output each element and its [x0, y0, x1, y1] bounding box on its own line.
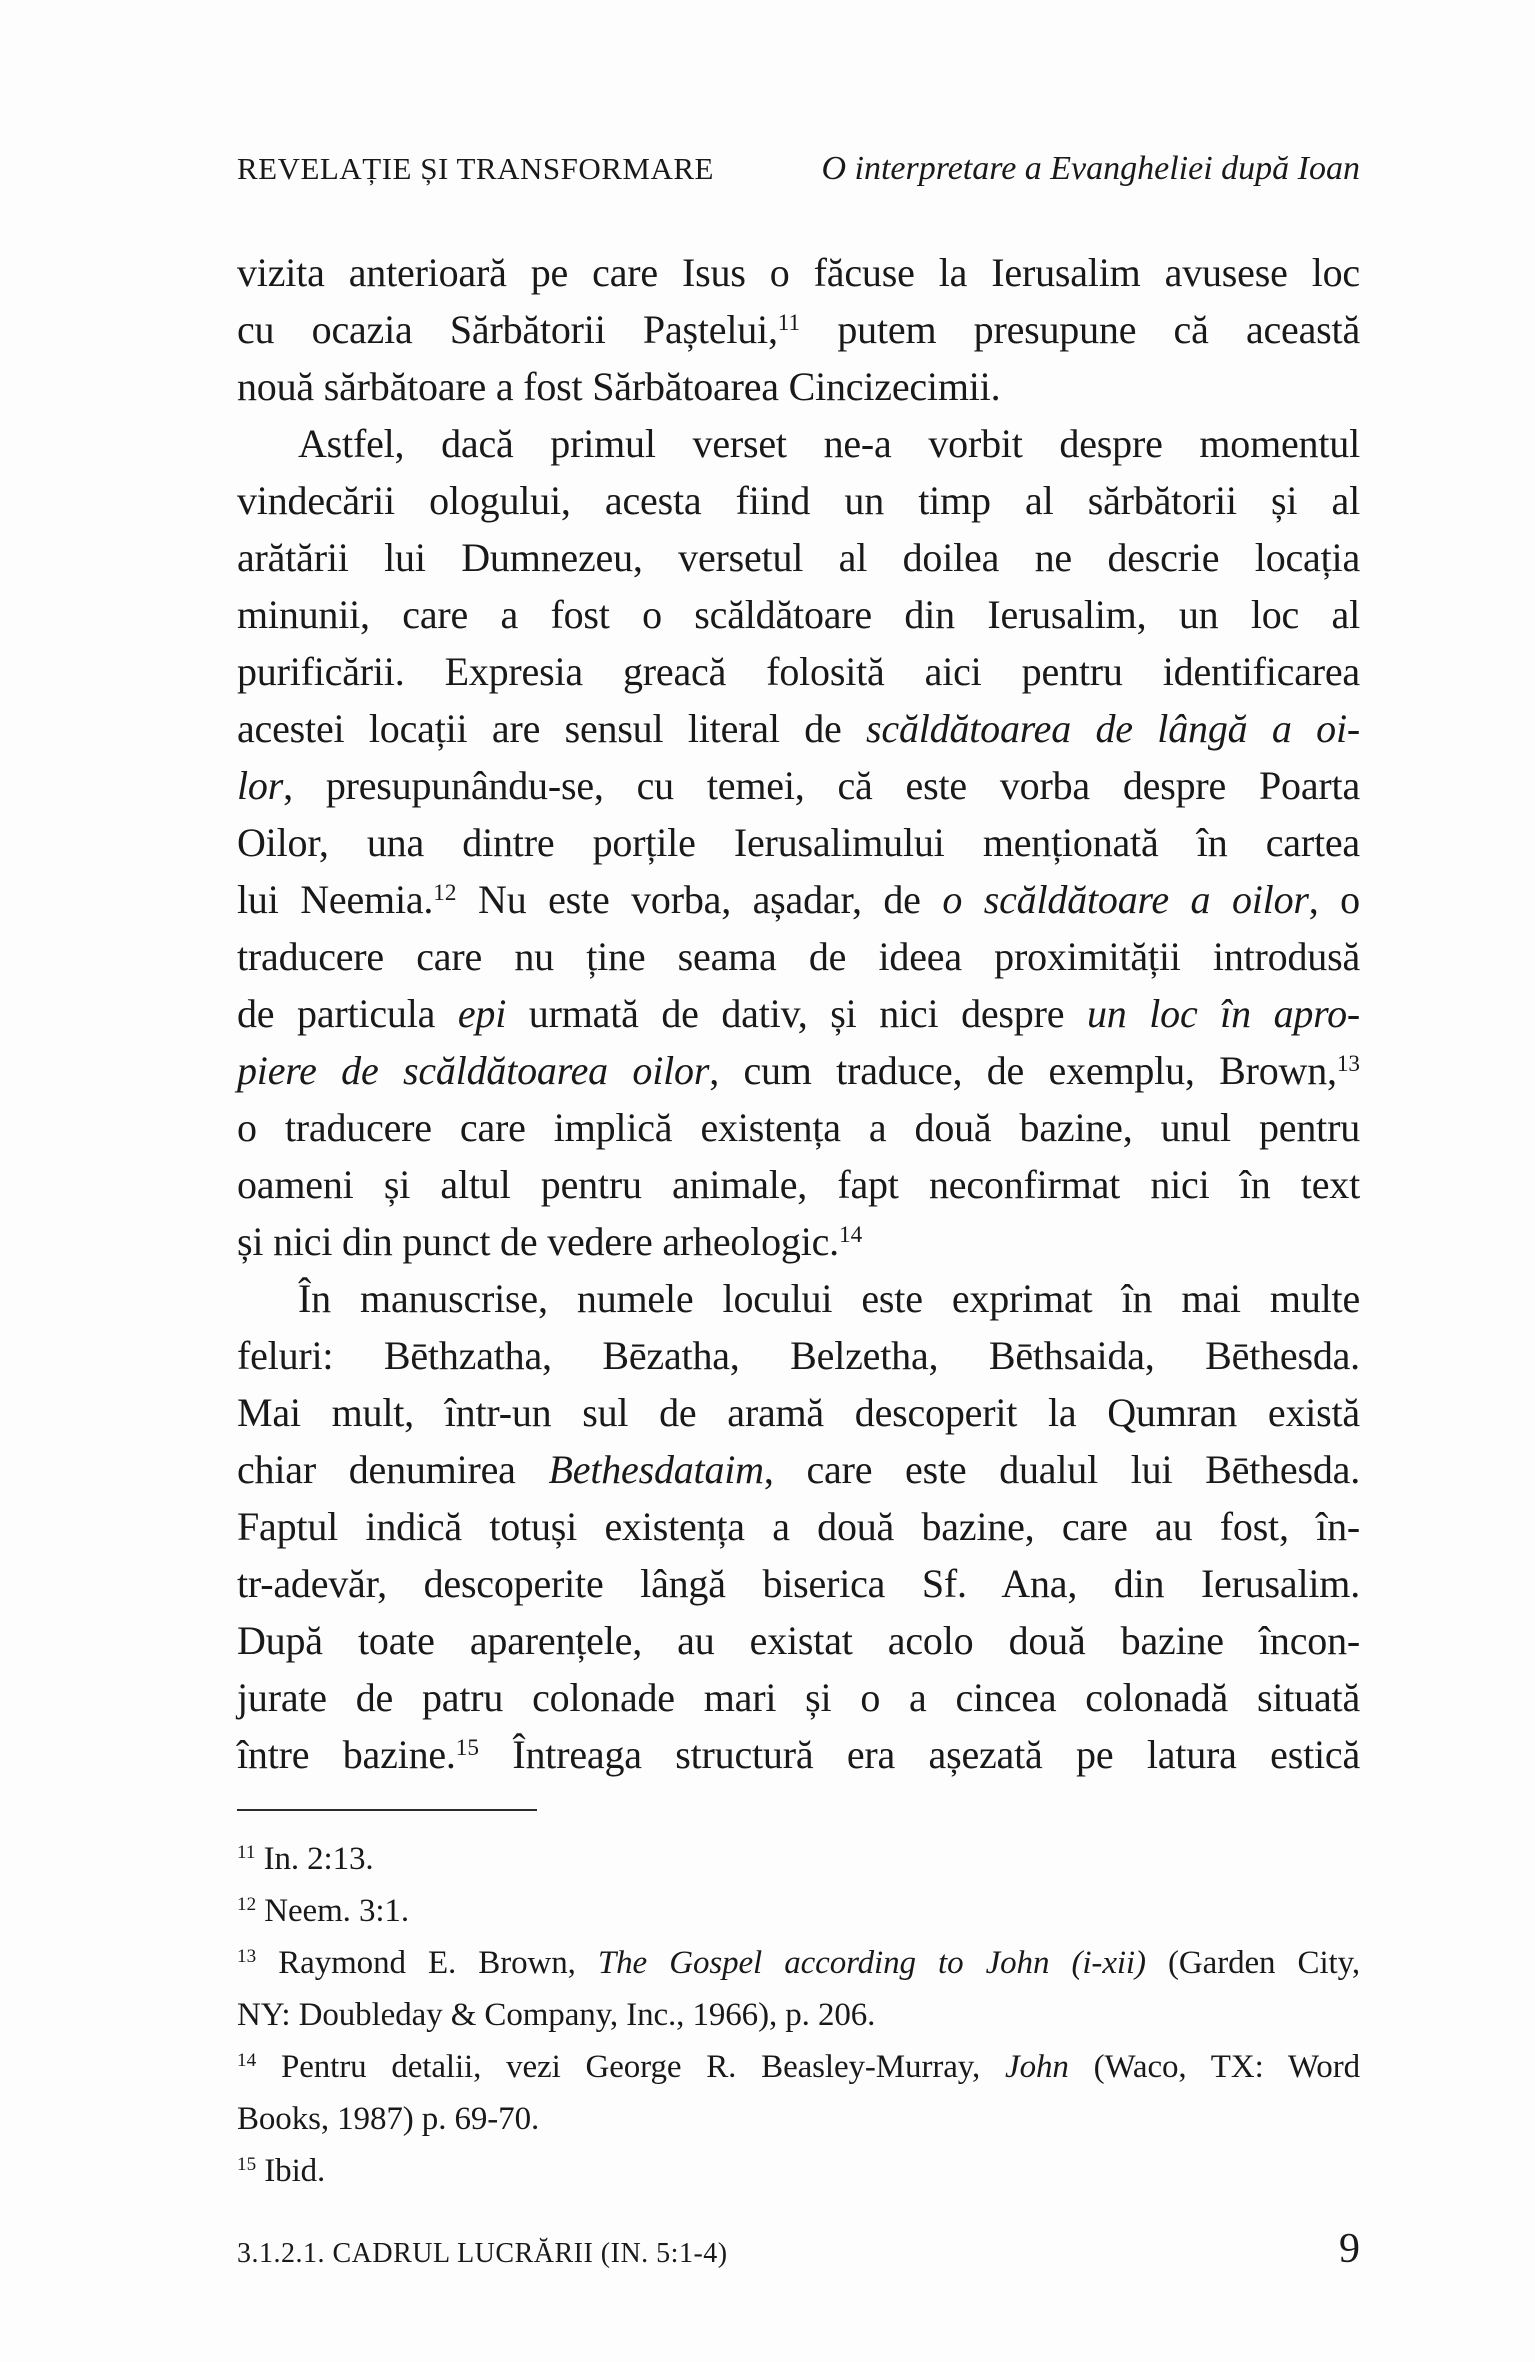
text-line: piere de scăldătoarea oilor, cum traduce, de exemplu, Brown,$^{13}$: [237, 1048, 1360, 1093]
text-line: Books, 1987) p. 69-70.: [237, 2101, 540, 2137]
text-line: cu ocazia Sărbătorii Paștelui,$^{11}$ putem presupune că această: [237, 307, 1360, 352]
text-line: lor, presupunându-se, cu temei, că este vorba despre Poarta: [237, 763, 1360, 808]
text-line: chiar denumirea Bethesdataim, care este dualul lui Bēthesda.: [237, 1447, 1360, 1492]
text-line: Faptul indică totuși existența a două bazine, care au fost, în-: [237, 1504, 1360, 1549]
text-line: acestei locații are sensul literal de scăldătoarea de lângă a oi-: [237, 706, 1360, 751]
text-line: și nici din punct de vedere arheologic.$^{14}$: [237, 1219, 863, 1264]
section-reference: 3.1.2.1. CADRUL LUCRĂRII (IN. 5:1-4): [237, 2238, 728, 2269]
text-line: $^{11}$ In. 2:13.: [237, 1841, 374, 1877]
text-line: Oilor, una dintre porțile Ierusalimului menționată în cartea: [237, 820, 1360, 865]
text-line: tr-adevăr, descoperite lângă biserica Sf. Ana, din Ierusalim.: [237, 1561, 1360, 1606]
text-line: $^{12}$ Neem. 3:1.: [237, 1893, 409, 1929]
footnotes: [237, 1833, 1360, 2197]
text-line: Astfel, dacă primul verset ne-a vorbit despre momentul: [298, 421, 1360, 466]
text-line: Mai mult, într-un sul de aramă descoperit la Qumran există: [237, 1390, 1360, 1435]
text-line: jurate de patru colonade mari și o a cincea colonadă situată: [237, 1675, 1360, 1720]
text-line: de particula epi urmată de dativ, și nici despre un loc în apro-: [237, 991, 1360, 1036]
body-text: [237, 244, 1360, 1783]
page-footer: [237, 2225, 1360, 2273]
text-line: $^{15}$ Ibid.: [237, 2153, 326, 2189]
footnote-separator: [237, 1809, 537, 1811]
text-line: nouă sărbătoare a fost Sărbătoarea Cincizecimii.: [237, 364, 1001, 409]
text-line: minunii, care a fost o scăldătoare din Ierusalim, un loc al: [237, 592, 1360, 637]
page-header: [237, 150, 1360, 188]
page-number: 9: [1339, 2226, 1360, 2272]
text-line: lui Neemia.$^{12}$ Nu este vorba, așadar, de o scăldătoare a oilor, o: [237, 877, 1360, 922]
running-head-left: REVELAȚIE ȘI TRANSFORMARE: [237, 151, 714, 186]
text-line: purificării. Expresia greacă folosită aici pentru identificarea: [237, 649, 1360, 694]
text-line: oameni și altul pentru animale, fapt neconfirmat nici în text: [237, 1162, 1360, 1207]
running-head-right: O interpretare a Evangheliei după Ioan: [821, 150, 1360, 187]
text-line: arătării lui Dumnezeu, versetul al doilea ne descrie locația: [237, 535, 1360, 580]
text-line: vizita anterioară pe care Isus o făcuse la Ierusalim avusese loc: [237, 250, 1360, 295]
text-line: traducere care nu ține seama de ideea proximității introdusă: [237, 934, 1360, 979]
text-line: feluri: Bēthzatha, Bēzatha, Belzetha, Bēthsaida, Bēthesda.: [237, 1333, 1360, 1378]
text-line: $^{14}$ Pentru detalii, vezi George R. Beasley-Murray, John (Waco, TX: Word: [237, 2049, 1360, 2085]
text-line: vindecării ologului, acesta fiind un timp al sărbătorii și al: [237, 478, 1360, 523]
text-line: NY: Doubleday & Company, Inc., 1966), p. 206.: [237, 1997, 876, 2033]
text-line: După toate aparențele, au existat acolo două bazine încon-: [237, 1618, 1360, 1663]
text-line: $^{13}$ Raymond E. Brown, The Gospel according to John (i-xii) (Garden City,: [237, 1945, 1360, 1981]
text-line: între bazine.$^{15}$ Întreaga structură era așezată pe latura estică: [237, 1732, 1360, 1777]
text-line: o traducere care implică existența a două bazine, unul pentru: [237, 1105, 1360, 1150]
text-line: În manuscrise, numele locului este exprimat în mai multe: [298, 1276, 1360, 1321]
